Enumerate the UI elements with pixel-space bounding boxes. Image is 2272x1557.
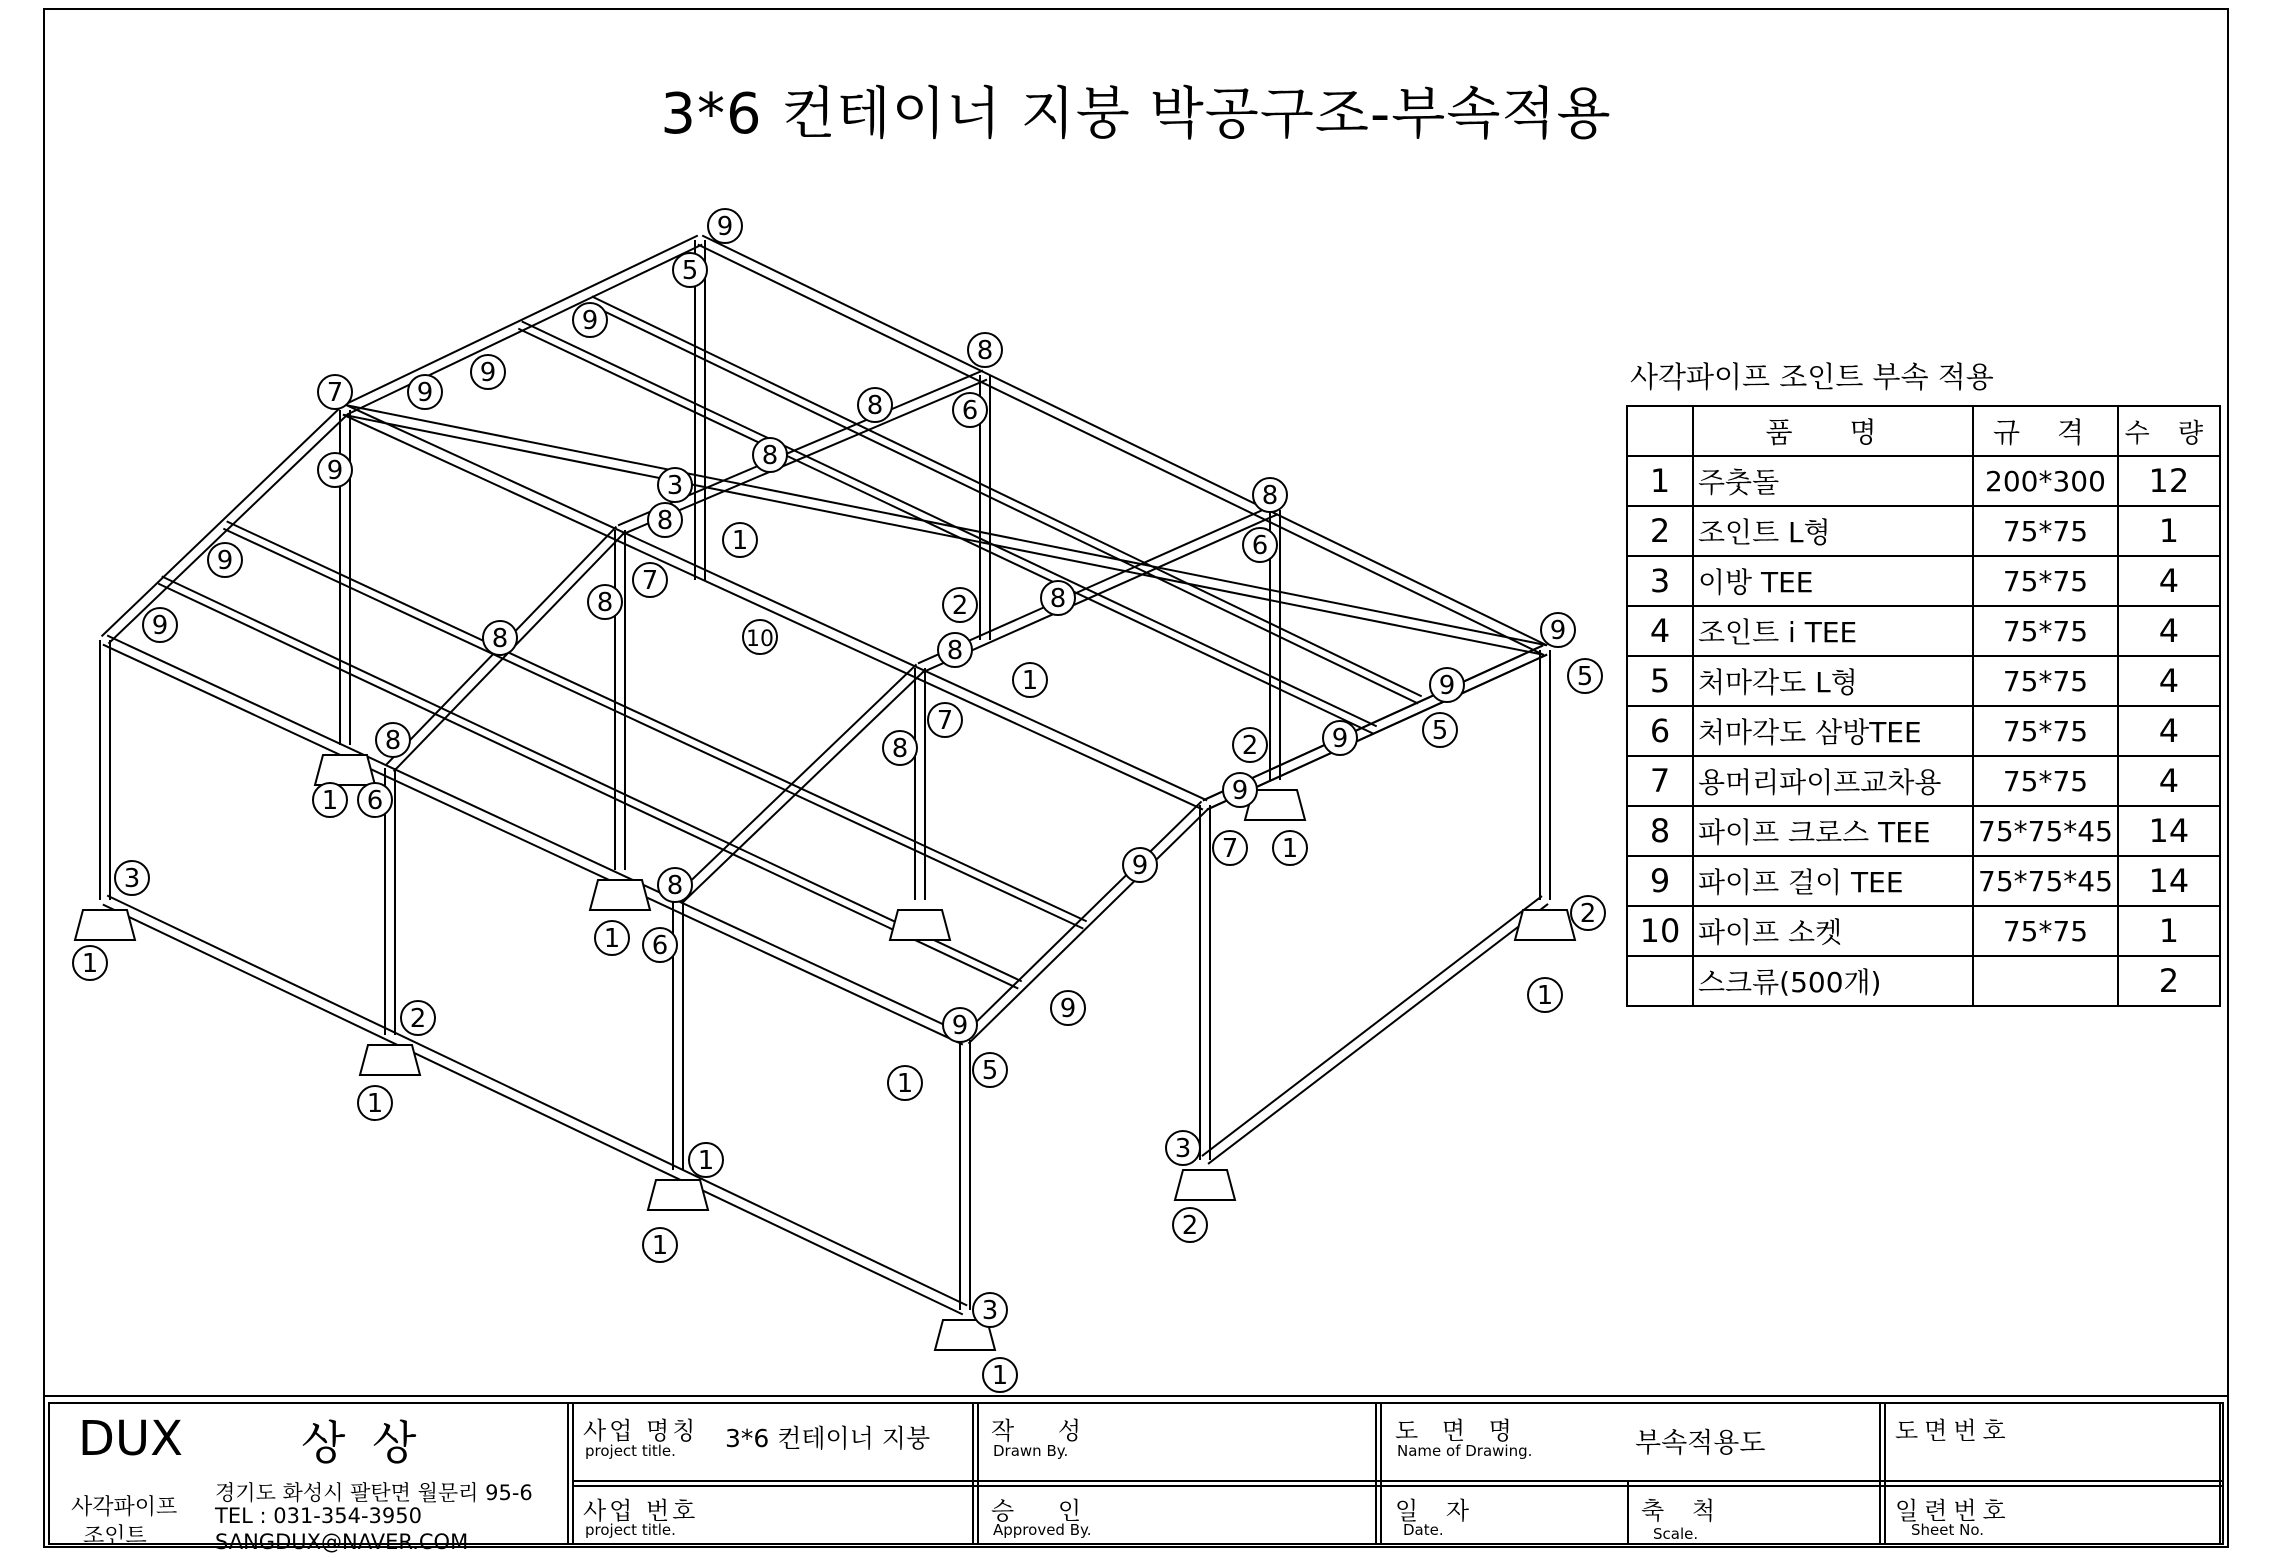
purlin xyxy=(162,576,1022,981)
part-callout xyxy=(1541,613,1575,647)
drawing-title: 3*6 컨테이너 지붕 박공구조-부속적용 xyxy=(660,82,1612,147)
parts-table xyxy=(1626,405,2221,1007)
parts-cell-spec: 75*75*45 xyxy=(1973,856,2118,906)
callout-number: 10 xyxy=(746,627,774,652)
callout-number: 1 xyxy=(1021,666,1039,696)
callout-number: 9 xyxy=(716,212,734,242)
parts-cell-qty: 4 xyxy=(2118,556,2220,606)
callout-number: 6 xyxy=(1251,531,1269,561)
part-callout xyxy=(1253,478,1287,512)
approved-by-sub: Approved By. xyxy=(993,1521,1092,1539)
parts-cell-spec: 75*75 xyxy=(1973,656,2118,706)
rafter xyxy=(968,809,1208,1044)
callout-number: 1 xyxy=(731,526,749,556)
callout-number: 8 xyxy=(891,734,909,764)
parts-cell-no: 4 xyxy=(1627,606,1693,656)
purlin xyxy=(588,304,1418,704)
project-name-label: 사업 명칭 xyxy=(583,1417,699,1445)
callout-number: 3 xyxy=(981,1296,999,1326)
callout-number: 1 xyxy=(81,949,99,979)
purlin xyxy=(158,584,1018,989)
header-qty: 수 량 xyxy=(2118,406,2220,456)
part-callout xyxy=(753,438,787,472)
header-no xyxy=(1627,406,1693,456)
project-name-sub: project title. xyxy=(585,1442,676,1460)
callout-number: 7 xyxy=(326,378,344,408)
company-address: 경기도 화성시 팔탄면 월문리 95-6 xyxy=(215,1481,533,1505)
callout-number: 9 xyxy=(326,456,344,486)
part-callout xyxy=(115,861,149,895)
part-callout xyxy=(408,375,442,409)
drawn-by-label: 작 성 xyxy=(991,1417,1099,1445)
product-line-2: 조인트 xyxy=(83,1524,147,1549)
sheet-no-sub: Sheet No. xyxy=(1911,1521,1985,1539)
footing-block xyxy=(360,1045,420,1075)
part-callout xyxy=(471,355,505,389)
purlin xyxy=(518,329,1373,734)
parts-cell-qty: 4 xyxy=(2118,756,2220,806)
parts-row xyxy=(1627,806,2220,856)
callout-number: 2 xyxy=(409,1004,427,1034)
parts-cell-spec: 75*75 xyxy=(1973,756,2118,806)
parts-cell-name: 이방 TEE xyxy=(1693,556,1973,606)
parts-cell-name: 스크류(500개) xyxy=(1693,956,1973,1006)
rafter xyxy=(681,672,923,904)
callout-number: 3 xyxy=(666,471,684,501)
footing-block xyxy=(1175,1170,1235,1200)
part-callout xyxy=(928,703,962,737)
part-callout xyxy=(1571,896,1605,930)
part-callout xyxy=(1568,659,1602,693)
title-block xyxy=(43,1395,2229,1554)
drawn-by-sub: Drawn By. xyxy=(993,1442,1069,1460)
ridge-beam xyxy=(702,236,1547,646)
footing-block xyxy=(648,1180,708,1210)
callout-number: 5 xyxy=(981,1056,999,1086)
parts-cell-name: 파이프 소켓 xyxy=(1693,906,1973,956)
part-callout xyxy=(1243,528,1277,562)
part-callout xyxy=(1041,581,1075,615)
callout-number: 7 xyxy=(936,706,954,736)
callout-number: 6 xyxy=(366,786,384,816)
part-callout xyxy=(633,563,667,597)
scale-sub: Scale. xyxy=(1653,1525,1699,1543)
part-callout xyxy=(938,633,972,667)
part-callout xyxy=(723,523,757,557)
product-line-1: 사각파이프 xyxy=(71,1495,178,1520)
callout-number: 5 xyxy=(681,256,699,286)
parts-row xyxy=(1627,506,2220,556)
parts-cell-spec: 75*75 xyxy=(1973,556,2118,606)
part-callout xyxy=(1223,773,1257,807)
eave-rail xyxy=(103,645,963,1045)
parts-cell-name: 파이프 걸이 TEE xyxy=(1693,856,1973,906)
callout-number: 9 xyxy=(151,611,169,641)
parts-row xyxy=(1627,606,2220,656)
bottom-rail xyxy=(1202,896,1542,1156)
callout-number: 9 xyxy=(1438,671,1456,701)
parts-table-caption: 사각파이프 조인트 부속 적용 xyxy=(1630,360,1994,394)
parts-row xyxy=(1627,756,2220,806)
callout-number: 8 xyxy=(384,726,402,756)
part-callout xyxy=(1430,668,1464,702)
rafter xyxy=(108,414,348,644)
callout-number: 1 xyxy=(651,1231,669,1261)
part-callout xyxy=(358,783,392,817)
part-callout xyxy=(588,585,622,619)
callout-number: 9 xyxy=(1331,724,1349,754)
rafter xyxy=(675,664,917,896)
footing-block xyxy=(1515,910,1575,940)
callout-number: 3 xyxy=(1174,1134,1192,1164)
company-name-kr: 상 상 xyxy=(301,1416,423,1470)
approved-by-label: 승 인 xyxy=(991,1497,1099,1525)
parts-cell-no: 1 xyxy=(1627,456,1693,506)
part-callout xyxy=(1213,831,1247,865)
rafter xyxy=(102,406,342,636)
parts-cell-qty: 1 xyxy=(2118,906,2220,956)
part-callout xyxy=(689,1143,723,1177)
eave-rail-back xyxy=(344,415,1544,655)
part-callout xyxy=(313,783,347,817)
parts-row xyxy=(1627,956,2220,1006)
part-callout xyxy=(483,621,517,655)
parts-cell-qty: 4 xyxy=(2118,606,2220,656)
drawing-no-label: 도면번호 xyxy=(1895,1417,2012,1445)
parts-cell-spec: 75*75*45 xyxy=(1973,806,2118,856)
callout-number: 8 xyxy=(491,624,509,654)
callout-number: 6 xyxy=(961,396,979,426)
callout-number: 9 xyxy=(1059,994,1077,1024)
callout-number: 9 xyxy=(951,1011,969,1041)
ridge-beam xyxy=(343,415,1203,810)
part-callout xyxy=(643,1228,677,1262)
company-email: SANGDUX@NAVER.COM xyxy=(215,1530,469,1554)
project-no-sub: project title. xyxy=(585,1521,676,1539)
parts-cell-no: 5 xyxy=(1627,656,1693,706)
callout-number: 9 xyxy=(216,546,234,576)
callout-number: 8 xyxy=(761,441,779,471)
part-callout xyxy=(643,928,677,962)
parts-cell-qty: 1 xyxy=(2118,506,2220,556)
callout-number: 9 xyxy=(479,358,497,388)
callout-number: 8 xyxy=(1049,584,1067,614)
footing-block xyxy=(75,910,135,940)
eave-rail xyxy=(107,635,967,1035)
project-no-label: 사업 번호 xyxy=(583,1497,699,1525)
company-tel: TEL : 031-354-3950 xyxy=(215,1504,422,1528)
parts-cell-no: 2 xyxy=(1627,506,1693,556)
part-callout xyxy=(1013,663,1047,697)
footing-block xyxy=(890,910,950,940)
parts-cell-no: 10 xyxy=(1627,906,1693,956)
part-callout xyxy=(1166,1131,1200,1165)
parts-cell-spec: 200*300 xyxy=(1973,456,2118,506)
part-callout xyxy=(401,1001,435,1035)
part-callout xyxy=(358,1086,392,1120)
parts-cell-spec: 75*75 xyxy=(1973,606,2118,656)
parts-cell-qty: 14 xyxy=(2118,806,2220,856)
parts-cell-no: 8 xyxy=(1627,806,1693,856)
callout-number: 1 xyxy=(896,1069,914,1099)
parts-cell-name: 용머리파이프교차용 xyxy=(1693,756,1973,806)
parts-cell-name: 처마각도 L형 xyxy=(1693,656,1973,706)
part-callout xyxy=(376,723,410,757)
parts-cell-name: 조인트 i TEE xyxy=(1693,606,1973,656)
parts-cell-qty: 12 xyxy=(2118,456,2220,506)
part-callout xyxy=(1051,991,1085,1025)
part-callout xyxy=(658,468,692,502)
callout-number: 8 xyxy=(1261,481,1279,511)
drawing-name-sub: Name of Drawing. xyxy=(1397,1442,1533,1460)
part-callout xyxy=(318,375,352,409)
bottom-rail xyxy=(103,905,963,1315)
parts-cell-no: 9 xyxy=(1627,856,1693,906)
part-callout xyxy=(318,453,352,487)
header-spec: 규 격 xyxy=(1973,406,2118,456)
parts-cell-name: 주춧돌 xyxy=(1693,456,1973,506)
rafter xyxy=(922,515,1277,673)
callout-number: 2 xyxy=(1579,899,1597,929)
part-callout xyxy=(648,503,682,537)
callout-number: 8 xyxy=(946,636,964,666)
callout-number: 5 xyxy=(1576,662,1594,692)
header-name: 품 명 xyxy=(1693,406,1973,456)
part-callout xyxy=(1173,1208,1207,1242)
callout-number: 7 xyxy=(641,566,659,596)
callout-number: 9 xyxy=(1549,616,1567,646)
part-callout xyxy=(1423,713,1457,747)
parts-row xyxy=(1627,906,2220,956)
footing-block xyxy=(590,880,650,910)
part-callout xyxy=(1273,831,1307,865)
date-label: 일 자 xyxy=(1395,1497,1479,1525)
purlin xyxy=(592,296,1422,696)
callout-number: 1 xyxy=(366,1089,384,1119)
part-callout xyxy=(708,209,742,243)
parts-row xyxy=(1627,556,2220,606)
parts-row xyxy=(1627,656,2220,706)
part-callout xyxy=(73,946,107,980)
drawing-name-label: 도 면 명 xyxy=(1395,1417,1520,1445)
parts-row xyxy=(1627,856,2220,906)
callout-number: 1 xyxy=(697,1146,715,1176)
parts-cell-no: 6 xyxy=(1627,706,1693,756)
part-callout xyxy=(883,731,917,765)
callout-number: 1 xyxy=(603,924,621,954)
callout-number: 6 xyxy=(651,931,669,961)
parts-cell-spec: 75*75 xyxy=(1973,906,2118,956)
part-callout xyxy=(858,388,892,422)
part-callout xyxy=(973,1053,1007,1087)
parts-cell-qty: 2 xyxy=(2118,956,2220,1006)
parts-row xyxy=(1627,706,2220,756)
callout-number: 9 xyxy=(581,306,599,336)
part-callout xyxy=(968,333,1002,367)
callout-number: 1 xyxy=(321,786,339,816)
callout-number: 8 xyxy=(976,336,994,366)
callout-number: 9 xyxy=(1131,851,1149,881)
part-callout xyxy=(573,303,607,337)
callout-number: 7 xyxy=(1221,834,1239,864)
part-callout xyxy=(953,393,987,427)
date-sub: Date. xyxy=(1403,1521,1444,1539)
part-callout xyxy=(143,608,177,642)
parts-table-header xyxy=(1627,406,2220,456)
part-callout xyxy=(1528,978,1562,1012)
scale-label: 축 척 xyxy=(1641,1497,1725,1525)
parts-cell-spec: 75*75 xyxy=(1973,506,2118,556)
callout-number: 1 xyxy=(1536,981,1554,1011)
part-callout xyxy=(943,1008,977,1042)
callout-number: 3 xyxy=(123,864,141,894)
callout-number: 8 xyxy=(656,506,674,536)
parts-cell-qty: 14 xyxy=(2118,856,2220,906)
rafter xyxy=(347,245,702,415)
callout-number: 9 xyxy=(1231,776,1249,806)
parts-cell-no: 3 xyxy=(1627,556,1693,606)
parts-cell-no xyxy=(1627,956,1693,1006)
parts-cell-qty: 4 xyxy=(2118,656,2220,706)
part-callout xyxy=(1323,721,1357,755)
parts-cell-no: 7 xyxy=(1627,756,1693,806)
parts-cell-name: 조인트 L형 xyxy=(1693,506,1973,556)
part-callout xyxy=(888,1066,922,1100)
drawing-name-value: 부속적용도 xyxy=(1635,1428,1766,1459)
parts-cell-name: 처마각도 삼방TEE xyxy=(1693,706,1973,756)
company-name: DUX xyxy=(78,1411,183,1467)
callout-number: 8 xyxy=(666,871,684,901)
project-name-value: 3*6 컨테이너 지붕 xyxy=(725,1424,931,1453)
bottom-rail xyxy=(107,895,967,1305)
part-callout xyxy=(743,620,777,654)
part-callout xyxy=(983,1358,1017,1392)
parts-cell-spec: 75*75 xyxy=(1973,706,2118,756)
sheet-no-label: 일련번호 xyxy=(1895,1497,2012,1525)
part-callout xyxy=(673,253,707,287)
callout-number: 2 xyxy=(1181,1211,1199,1241)
part-callout xyxy=(1123,848,1157,882)
callout-number: 2 xyxy=(951,591,969,621)
callout-number: 8 xyxy=(596,588,614,618)
callout-number: 1 xyxy=(1281,834,1299,864)
part-callout xyxy=(595,921,629,955)
part-callout xyxy=(1233,728,1267,762)
callout-number: 8 xyxy=(866,391,884,421)
parts-cell-spec xyxy=(1973,956,2118,1006)
footing-block xyxy=(315,755,375,785)
callout-number: 1 xyxy=(991,1361,1009,1391)
callout-number: 9 xyxy=(416,378,434,408)
part-callout xyxy=(208,543,242,577)
part-callout xyxy=(973,1293,1007,1327)
bottom-rail xyxy=(1208,904,1548,1164)
part-callout xyxy=(943,588,977,622)
part-callout xyxy=(658,868,692,902)
parts-row xyxy=(1627,456,2220,506)
callout-number: 2 xyxy=(1241,731,1259,761)
parts-cell-name: 파이프 크로스 TEE xyxy=(1693,806,1973,856)
callout-number: 5 xyxy=(1431,716,1449,746)
parts-cell-qty: 4 xyxy=(2118,706,2220,756)
